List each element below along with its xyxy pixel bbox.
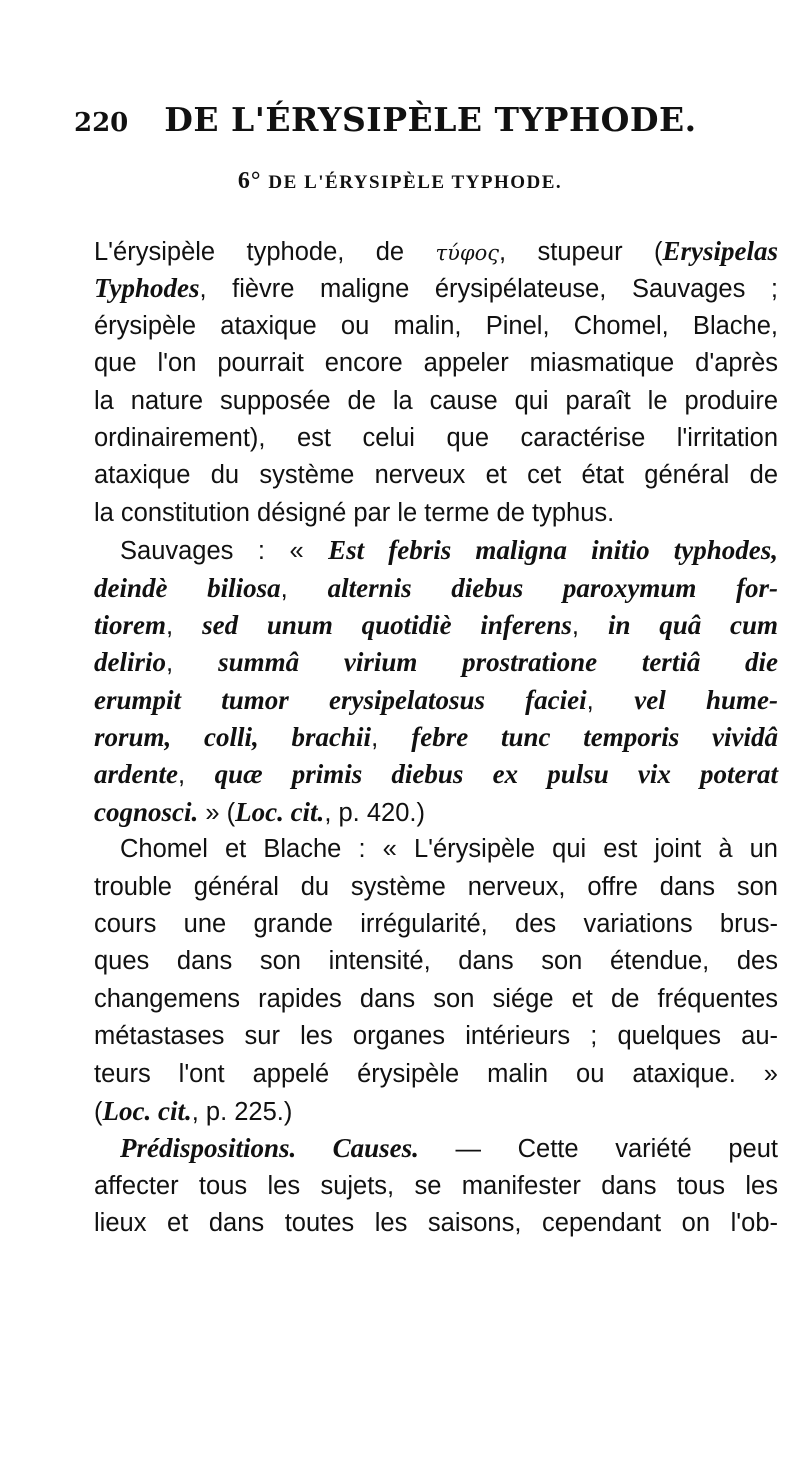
text-run: que l'on pourrait encore appeler miasmatique d'après (94, 349, 778, 378)
text-line (94, 981, 778, 1018)
text-line (94, 457, 778, 494)
text-line (94, 570, 778, 607)
text-line (94, 1093, 778, 1130)
text-run: , p. 420.) (324, 798, 425, 827)
text-line (94, 869, 778, 906)
text-line (94, 345, 778, 382)
text-run: la constitution désigné par le terme de typhus. (94, 498, 615, 527)
italic-run: in quâ cum (608, 609, 778, 640)
text-run: Chomel et Blache : « L'érysipèle qui est joint à un (120, 835, 778, 864)
italic-run: delirio (94, 647, 166, 678)
text-run: métastases sur les organes intérieurs ; quelques au- (94, 1022, 778, 1051)
italic-run: Prédispositions. Causes. (120, 1133, 419, 1164)
italic-run: sed unum quotidiè inferens (202, 609, 572, 640)
text-run: trouble général du système nerveux, offre dans son (94, 872, 778, 901)
text-line (94, 943, 778, 980)
section-title: DE L'ÉRYSIPÈLE TYPHODE. (268, 172, 563, 193)
section-heading (0, 168, 800, 195)
text-line (94, 719, 778, 756)
italic-run: ardente (94, 759, 178, 790)
text-line (94, 682, 778, 719)
text-line (94, 1056, 778, 1093)
text-line (94, 420, 778, 457)
text-run: ordinairement), est celui que caractérise l'irritation (94, 423, 778, 452)
text-run: teurs l'ont appelé érysipèle malin ou ataxique. » (94, 1059, 778, 1088)
text-run: , fièvre maligne érysipélateuse, Sauvages ; (199, 275, 778, 304)
italic-run: Loc. cit. (102, 1095, 192, 1126)
text-line (94, 906, 778, 943)
body-text (94, 233, 778, 1243)
text-run: , (178, 761, 215, 790)
text-run: , (571, 611, 608, 640)
text-run: ( (94, 1097, 103, 1126)
text-line (94, 644, 778, 681)
italic-run: tiorem (94, 609, 166, 640)
text-line (94, 270, 778, 307)
italic-run: rorum, colli, brachii (94, 722, 372, 753)
text-run: , (166, 649, 219, 678)
italic-run: febre tunc temporis vividâ (411, 722, 778, 753)
italic-run: quæ primis diebus ex pulsu vix poterat (214, 759, 779, 790)
italic-run: erumpit tumor erysipelatosus faciei (94, 684, 587, 715)
italic-run: alternis diebus paroxymum for- (327, 572, 778, 603)
italic-run: deindè biliosa (94, 572, 281, 603)
text-line (94, 383, 778, 420)
running-title: DE L'ÉRYSIPÈLE TYPHODE. (164, 100, 697, 139)
text-line (94, 794, 778, 831)
text-run: — Cette variété peut (418, 1135, 778, 1164)
running-head (74, 100, 774, 139)
text-run: cours une grande irrégularité, des variations brus- (94, 910, 778, 939)
text-line (94, 1018, 778, 1055)
text-run: , (280, 574, 328, 603)
text-run: la nature supposée de la cause qui paraît le produire (94, 386, 778, 415)
italic-run: Typhodes (94, 273, 200, 304)
italic-run: summâ virium prostratione tertiâ die (218, 647, 779, 678)
text-line (94, 233, 778, 270)
text-run: affecter tous les sujets, se manifester dans tous les (94, 1171, 778, 1200)
text-run: , stupeur ( (499, 238, 663, 266)
text-run: L'érysipèle typhode, de (94, 238, 436, 266)
text-line (94, 831, 778, 868)
text-line (94, 1130, 778, 1167)
section-number: 6° (237, 168, 269, 194)
text-line (94, 1205, 778, 1242)
text-run: lieux et dans toutes les saisons, cependant on l'ob- (94, 1209, 778, 1238)
text-run: , (586, 686, 635, 715)
text-line (94, 532, 778, 569)
text-run: érysipèle ataxique ou malin, Pinel, Chomel, Blache, (94, 311, 778, 340)
text-line (94, 1168, 778, 1205)
text-run: Sauvages : « (120, 537, 329, 566)
italic-run: Est febris maligna initio typhodes, (328, 535, 778, 566)
text-run: , p. 225.) (191, 1097, 293, 1126)
text-line (94, 308, 778, 345)
text-run: , (166, 611, 203, 640)
text-run: , (371, 724, 412, 753)
italic-run: cognosci. (94, 796, 199, 827)
text-run: ques dans son intensité, dans son étendue, des (94, 947, 778, 976)
text-run: » ( (198, 798, 236, 827)
text-run: changemens rapides dans son siége et de fréquentes (94, 984, 778, 1013)
greek-word: τύφος (435, 241, 500, 265)
italic-run: vel hume- (634, 684, 778, 715)
italic-run: Erysipelas (662, 236, 778, 266)
page-number: 220 (74, 108, 129, 138)
italic-run: Loc. cit. (235, 796, 325, 827)
text-line (94, 607, 778, 644)
text-line (94, 495, 778, 532)
text-line (94, 756, 778, 793)
text-run: ataxique du système nerveux et cet état général de (94, 461, 778, 490)
